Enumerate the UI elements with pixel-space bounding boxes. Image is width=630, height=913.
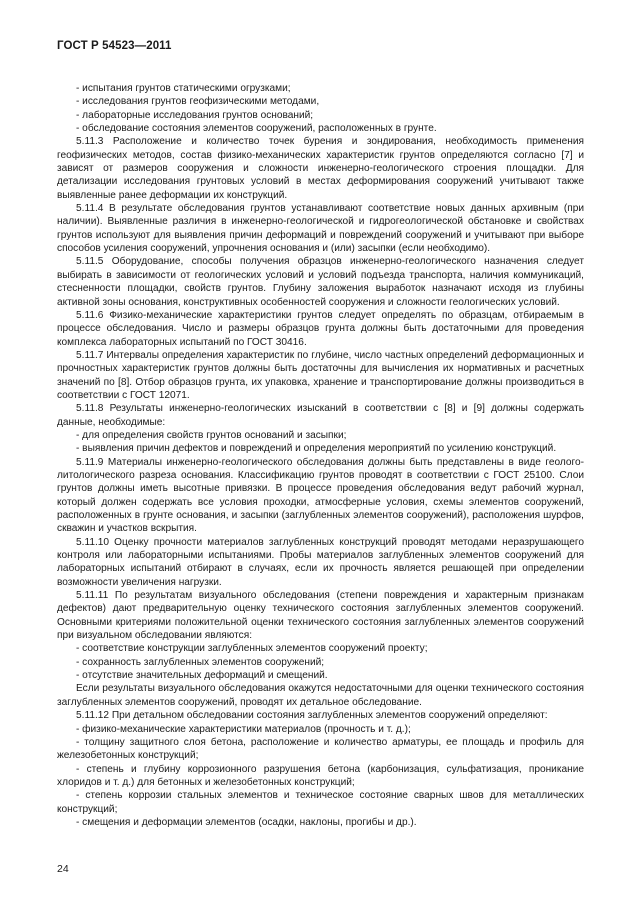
list-item: - обследование состояния элементов сооружений, расположенных в грунте. <box>76 123 437 135</box>
clause-5-11-11: 5.11.11 По результатам визуального обследования (степени повреждения и характерным признакам дефектов) дают предварительную оценку технического состояния заглубленных элементов сооружений. Основными критериями положительной оценки технического состояния заглубленных элементов сооружений при визуальном обследовании являются: <box>57 590 584 642</box>
list-item: - исследования грунтов геофизическими методами, <box>76 96 320 108</box>
clause-5-11-5: 5.11.5 Оборудование, способы получения образцов инженерно-геологического назначения следует выбирать в зависимости от геологических условий и условий подъезда транспорта, наличия коммуникаций, стесненности площадки, свойств грунтов. Глубину заложения выработок назначают исходя из глубины активной зоны основания, конструктивных особенностей сооружения и сложности геологических условий. <box>57 256 584 308</box>
clause-5-11-9: 5.11.9 Материалы инженерно-геологического обследования должны быть представлены в виде геолого-литологического разреза основания. Классификацию грунтов проводят в соответствии с ГОСТ 25100. Слои грунтов должны иметь высотные привязки. В процессе проведения обследования ведут рабочий журнал, который должен содержать все условия проходки, атмосферные условия, схемы элементов сооружений, расположенных в грунте основания, и засыпки (заглубленных элементов сооружений), расположения шурфов, скважин и участков вскрытия. <box>57 456 584 535</box>
document-body <box>57 82 584 829</box>
list-item: - выявления причин дефектов и повреждений и определения мероприятий по усилению конструкций. <box>76 443 557 455</box>
clause-5-11-10: 5.11.10 Оценку прочности материалов заглубленных конструкций проводят методами неразрушающего контроля или лабораторными испытаниями. Пробы материалов заглубленных элементов сооружений для лабораторных испытаний отбирают в случаях, если их прочность является решающей при определении возможности увеличения нагрузки. <box>57 536 584 588</box>
list-item: - степень и глубину коррозионного разрушения бетона (карбонизация, сульфатизация, проникание хлоридов и т. д.) для бетонных и железобетонных конструкций; <box>57 763 584 788</box>
list-item: - для определения свойств грунтов оснований и засыпки; <box>76 429 347 441</box>
paragraph: Если результаты визуального обследования окажутся недостаточными для оценки технического состояния заглубленных элементов сооружений, проводят их детальное обследование. <box>57 683 584 708</box>
list-item: - лабораторные исследования грунтов оснований; <box>76 109 314 121</box>
clause-5-11-3: 5.11.3 Расположение и количество точек бурения и зондирования, необходимость применения геофизических методов, состав физико-механических характеристик грунтов определяются согласно [7] и зависят от размеров сооружения и сложности инженерно-геологического строения площадки. Для детализации исследования грунтовых условий в местах деформирования сооружений учитывают также выявленные ранее деформации их конструкций. <box>57 136 584 201</box>
page-number: 24 <box>57 863 69 875</box>
list-item: - сохранность заглубленных элементов сооружений; <box>76 656 325 668</box>
clause-5-11-4: 5.11.4 В результате обследования грунтов устанавливают соответствие новых данных архивным (при наличии). Выявленные различия в инженерно-геологической и гидрогеологической обстановке и свойствах грунтов используют для выявления причин деформаций и повреждений сооружений и учитывают при выборе способов усиления сооружений, упрочнения основания и (или) засыпки (если необходимо). <box>57 203 584 255</box>
clause-5-11-8: 5.11.8 Результаты инженерно-геологических изысканий в соответствии с [8] и [9] должны содержать данные, необходимые: <box>57 403 584 428</box>
list-item: - степень коррозии стальных элементов и техническое состояние сварных швов для металлических конструкций; <box>57 790 584 815</box>
list-item: - соответствие конструкции заглубленных элементов сооружений проекту; <box>76 643 428 655</box>
list-item: - физико-механические характеристики материалов (прочность и т. д.); <box>76 723 411 735</box>
list-item: - отсутствие значительных деформаций и смещений. <box>76 670 328 682</box>
clause-5-11-7: 5.11.7 Интервалы определения характеристик по глубине, число частных определений деформационных и прочностных характеристик грунтов должны быть достаточны для вычисления их нормативных и расчетных значений по [8]. Отбор образцов грунта, их упаковка, хранение и транспортирование должны производиться в соответствии с ГОСТ 12071. <box>57 349 584 401</box>
clause-5-11-12: 5.11.12 При детальном обследовании состояния заглубленных элементов сооружений определяют: <box>76 710 548 722</box>
list-item: - испытания грунтов статическими огрузками; <box>76 83 291 94</box>
list-item: - толщину защитного слоя бетона, расположение и количество арматуры, ее площадь и профиль для железобетонных конструкций; <box>57 736 584 762</box>
clause-5-11-6: 5.11.6 Физико-механические характеристики грунтов следует определять по образцам, отбираемым в процессе обследования. Число и размеры образцов грунта должны быть достаточными для проведения комплекса лабораторных испытаний по ГОСТ 30416. <box>57 309 584 348</box>
list-item: - смещения и деформации элементов (осадки, наклоны, прогибы и др.). <box>76 816 417 828</box>
document-header: ГОСТ Р 54523—2011 <box>57 40 172 52</box>
